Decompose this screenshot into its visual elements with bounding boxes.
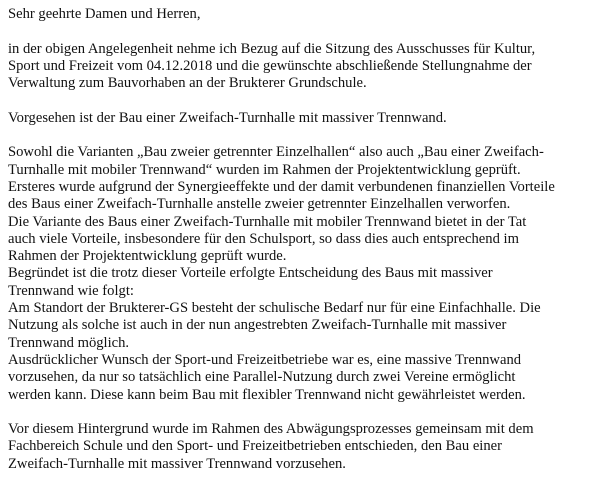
variants-paragraph (8, 144, 603, 403)
text-line: Am Standort der Brukterer-GS besteht der schulische Bedarf nur für eine Einfachhalle. Die (8, 300, 541, 317)
text-line: Turnhalle mit mobiler Trennwand“ wurden im Rahmen der Projektentwicklung geprüft. (8, 161, 521, 178)
text-line: Sport und Freizeit vom 04.12.2018 und die gewünschte abschließende Stellungnahme der (8, 57, 532, 74)
text-line: Ersteres wurde aufgrund der Synergieeffekte und der damit verbundenen finanziellen Vorteile (8, 178, 555, 195)
text-line: Zweifach-Turnhalle mit massiver Trennwand vorzusehen. (8, 455, 346, 472)
conclusion-paragraph (8, 421, 603, 473)
paragraph-gap (8, 127, 603, 144)
text-line: Verwaltung zum Bauvorhaben an der Brukterer Grundschule. (8, 75, 367, 92)
text-line: Ausdrücklicher Wunsch der Sport-und Freizeitbetriebe war es, eine massive Trennwand (8, 351, 522, 368)
text-line: Nutzung als solche ist auch in der nun angestrebten Zweifach-Turnhalle mit massiver (8, 317, 507, 334)
text-line: Sowohl die Varianten „Bau zweier getrennter Einzelhallen“ also auch „Bau einer Zweifach- (8, 144, 544, 161)
paragraph-gap (8, 23, 603, 40)
text-line: Fachbereich Schule und den Sport- und Freizeitbetrieben entschieden, den Bau einer (8, 438, 502, 455)
text-line: werden kann. Diese kann beim Bau mit flexibler Trennwand nicht gewährleistet werden. (8, 386, 526, 403)
text-line: Rahmen der Projektentwicklung geprüft wurde. (8, 248, 287, 265)
text-line: Trennwand wie folgt: (8, 282, 134, 299)
text-line: Die Variante des Baus einer Zweifach-Turnhalle mit mobiler Trennwand bietet in der Tat (8, 213, 527, 230)
text-line: in der obigen Angelegenheit nehme ich Bezug auf die Sitzung des Ausschusses für Kultur, (8, 40, 536, 57)
intro-paragraph (8, 41, 603, 93)
letter-body (8, 6, 603, 473)
text-line: auch viele Vorteile, insbesondere für den Schulsport, so dass dies auch entsprechend im (8, 230, 519, 247)
text-line: vorzusehen, da nur so tatsächlich eine Parallel-Nutzung durch zwei Vereine ermöglicht (8, 369, 516, 386)
text-line: Begründet ist die trotz dieser Vorteile erfolgte Entscheidung des Baus mit massiver (8, 265, 493, 282)
text-line: des Baus einer Zweifach-Turnhalle anstelle zweier getrennter Einzelhallen verworfen. (8, 196, 511, 213)
text-line: Vor diesem Hintergrund wurde im Rahmen des Abwägungsprozesses gemeinsam mit dem (8, 421, 534, 438)
plan-paragraph: Vorgesehen ist der Bau einer Zweifach-Turnhalle mit massiver Trennwand. (8, 109, 447, 126)
text-line: Trennwand möglich. (8, 334, 130, 351)
paragraph-gap (8, 92, 603, 109)
paragraph-gap (8, 404, 603, 421)
salutation: Sehr geehrte Damen und Herren, (8, 6, 201, 22)
